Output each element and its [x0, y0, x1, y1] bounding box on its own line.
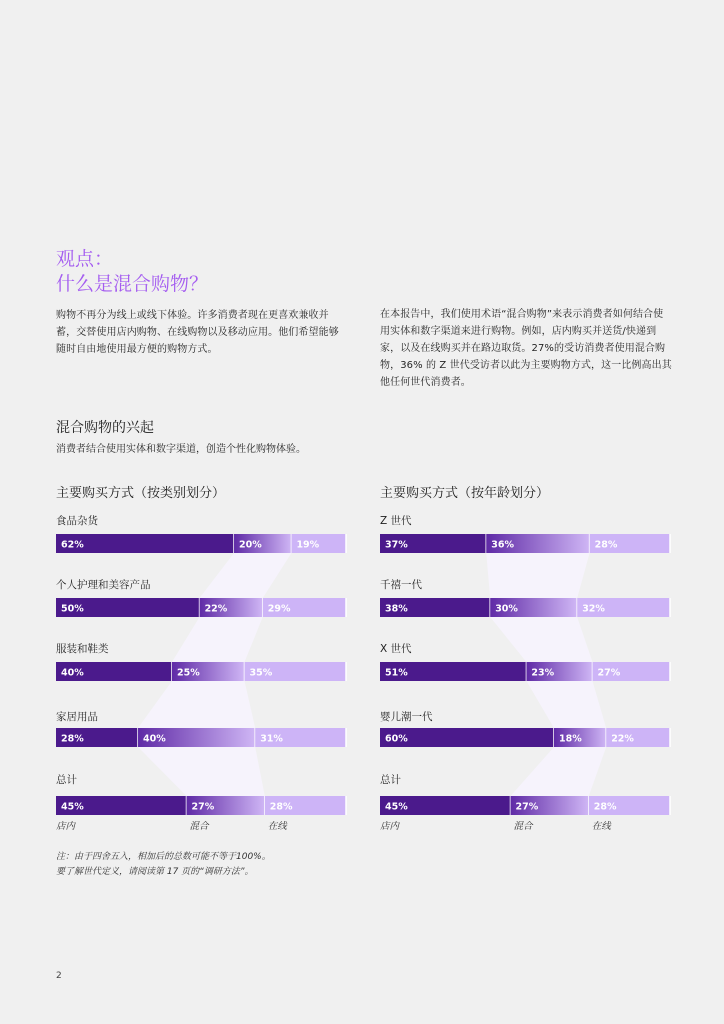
data-label: 36%	[491, 539, 514, 551]
category-label: Z 世代	[380, 515, 412, 527]
data-label: 29%	[267, 603, 291, 615]
segment-divider	[669, 598, 671, 617]
data-label: 50%	[61, 603, 84, 615]
data-label: 23%	[531, 667, 555, 679]
category-label: 千禧一代	[380, 579, 422, 591]
hybrid-connector-band	[138, 681, 255, 728]
data-label: 32%	[582, 603, 605, 615]
data-label: 37%	[385, 539, 408, 551]
hybrid-connector-band	[511, 747, 607, 796]
data-label: 60%	[385, 733, 408, 745]
hybrid-connector-band	[490, 617, 592, 662]
page-number: 2	[56, 971, 62, 981]
intro-left: 购物不再分为线上或线下体验。许多消费者现在更喜欢兼收并蓄，交替使用店内购物、在线购物以及移动应用。他们希望能够随时自由地使用最方便的购物方式。	[56, 310, 339, 355]
legend-label: 在线	[591, 821, 611, 832]
segment-divider	[345, 796, 347, 815]
segment-divider	[345, 598, 347, 617]
data-label: 22%	[611, 733, 634, 745]
category-label: 服装和鞋类	[56, 643, 109, 655]
heading-line-2: 什么是混合购物？	[56, 273, 209, 295]
data-label: 40%	[143, 733, 166, 745]
data-label: 27%	[515, 801, 539, 813]
data-label: 45%	[385, 801, 408, 813]
legend-label: 混合	[513, 821, 533, 832]
heading-line-1: 观点：	[56, 248, 114, 270]
legend-label: 店内	[56, 821, 76, 832]
intro-right: 在本报告中，我们使用术语“混合购物”来表示消费者如何结合使用实体和数字渠道来进行购物。例如，店内购买并送货/快递到家，以及在线购买并在路边取货。27%的受访消费者使用混合购物，36% 的 Z 世代受访者以此为主要购物方式，这一比例高出其他任何世代消费者。	[380, 309, 672, 388]
segment-divider	[669, 796, 671, 815]
data-label: 62%	[61, 539, 84, 551]
data-label: 19%	[296, 539, 320, 551]
chart-title-category: 主要购买方式（按类别划分）	[56, 486, 226, 501]
data-label: 45%	[61, 801, 84, 813]
data-label: 27%	[597, 667, 621, 679]
section-title: 混合购物的兴起	[56, 420, 154, 436]
category-label: 总计	[380, 774, 401, 786]
category-label: 个人护理和美容产品	[56, 579, 151, 591]
data-label: 22%	[204, 603, 228, 615]
footnote-line-2: 要了解世代定义，请阅读第 17 页的“调研方法”。	[56, 867, 254, 877]
data-label: 27%	[191, 801, 215, 813]
segment-divider	[345, 534, 347, 553]
hybrid-connector-band	[172, 617, 263, 662]
data-label: 28%	[594, 539, 618, 551]
data-label: 51%	[385, 667, 408, 679]
data-label: 20%	[239, 539, 262, 551]
category-label: 总计	[56, 774, 77, 786]
category-label: 家居用品	[56, 711, 98, 723]
segment-divider	[345, 662, 347, 681]
category-label: 食品杂货	[56, 515, 98, 527]
segment-divider	[669, 662, 671, 681]
data-label: 40%	[61, 667, 84, 679]
data-label: 30%	[495, 603, 518, 615]
legend-label: 混合	[189, 821, 209, 832]
data-label: 28%	[61, 733, 84, 745]
segment-divider	[345, 728, 347, 747]
legend-label: 店内	[380, 821, 400, 832]
data-label: 18%	[559, 733, 582, 745]
segment-divider	[669, 534, 671, 553]
data-label: 25%	[177, 667, 200, 679]
hybrid-connector-band	[200, 553, 292, 598]
hybrid-connector-band	[486, 553, 589, 598]
footnote-line-1: 注：由于四舍五入，相加后的总数可能不等于100%。	[56, 852, 271, 862]
data-label: 28%	[593, 801, 617, 813]
data-label: 28%	[269, 801, 293, 813]
segment-divider	[669, 728, 671, 747]
category-label: X 世代	[380, 643, 412, 655]
footnote	[56, 850, 271, 880]
data-label: 35%	[249, 667, 273, 679]
section-subtitle: 消费者结合使用实体和数字渠道，创造个性化购物体验。	[56, 444, 306, 455]
category-label: 婴儿潮一代	[380, 711, 433, 723]
data-label: 38%	[385, 603, 408, 615]
hybrid-connector-band	[138, 747, 265, 796]
legend-label: 在线	[267, 821, 287, 832]
chart-title-age: 主要购买方式（按年龄划分）	[380, 486, 550, 501]
hybrid-connector-band	[526, 681, 606, 728]
data-label: 31%	[260, 733, 283, 745]
